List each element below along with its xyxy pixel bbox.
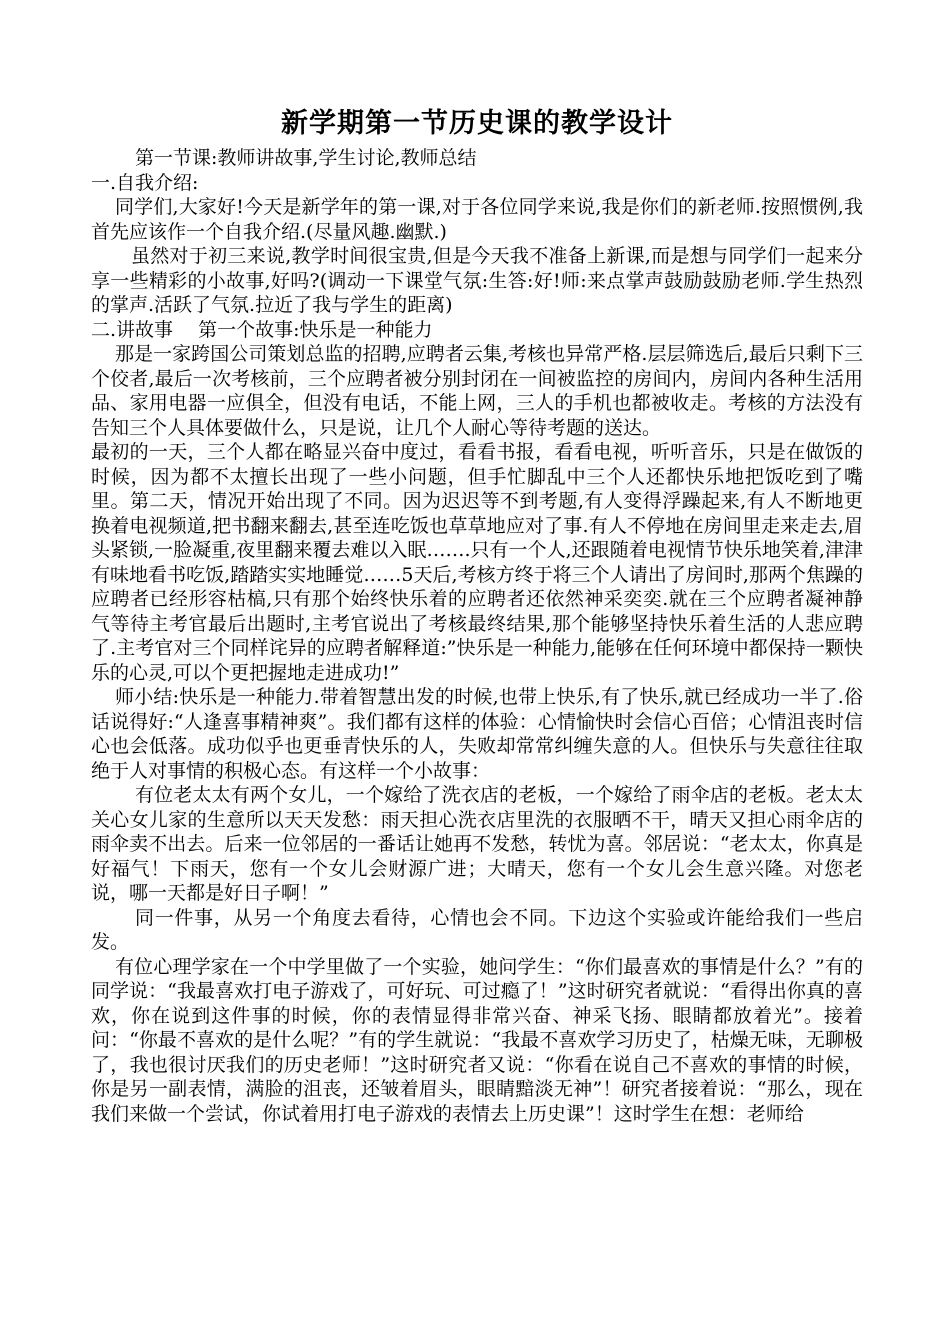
section-heading-stories: 二.讲故事 第一个故事:快乐是一种能力: [91, 318, 433, 341]
section-heading-self-intro: 一.自我介绍:: [91, 171, 199, 194]
paragraph-old-lady-story: 有位老太太有两个女儿，一个嫁给了洗衣店的老板，一个嫁给了雨伞店的老板。老太太关心女儿家的生意所以天天发愁：雨天担心洗衣店里洗的衣服晒不干，晴天又担心雨伞店的雨伞卖不出去。后来一位邻居的一番话让她再不发愁，转忧为喜。邻居说：“老太太，你真是好福气！下雨天，您有一个女儿会财源广进；大晴天，您有一个女儿会生意兴隆。对您老说，哪一天都是好日子啊！”: [91, 784, 863, 904]
paragraph-teacher-summary: 师小结:快乐是一种能力.带着智慧出发的时候,也带上快乐,有了快乐,就已经成功一半了.俗话说得好:“人逢喜事精神爽”。我们都有这样的体验：心情愉快时会信心百倍；心情沮丧时信心也会低落。成功似乎也更垂青快乐的人，失败却常常纠缠失意的人。但快乐与失意往往取绝于人对事情的积极心态。有这样一个小故事：: [91, 686, 863, 782]
paragraph-share-stories: 虽然对于初三来说,教学时间很宝贵,但是今天我不准备上新课,而是想与同学们一起来分享一些精彩的小故事,好吗?(调动一下课堂气氛:生答:好!师:来点掌声鼓励鼓励老师.学生热烈的掌声.活跃了气氛.拉近了我与学生的距离): [91, 245, 863, 316]
document-page: [91, 104, 863, 1126]
paragraph-story-recruitment: 那是一家跨国公司策划总监的招聘,应聘者云集,考核也异常严格.层层筛选后,最后只剩下三个佼者,最后一次考核前，三个应聘者被分别封闭在一间被监控的房间内，房间内各种生活用品、家用电器一应俱全，但没有电话，不能上网，三人的手机也都被收走。考核的方法没有告知三个人具体要做什么，只是说，让几个人耐心等待考题的送达。: [91, 343, 863, 439]
lesson-subtitle: 第一节课:教师讲故事,学生讨论,教师总结: [135, 147, 477, 169]
paragraph-another-angle: 同一件事，从另一个角度去看待，心情也会不同。下边这个实验或许能给我们一些启发。: [91, 906, 863, 953]
paragraph-psychology-experiment: 有位心理学家在一个中学里做了一个实验，她问学生：“你们最喜欢的事情是什么？”有的同学说：“我最喜欢打电子游戏了，可好玩、可过瘾了！”这时研究者就说：“看得出你真的喜欢，你在说到这件事的时候，你的表情显得非常兴奋、神采飞扬、眼睛都放着光”。接着问：“你最不喜欢的是什么呢？”有的学生就说：“我最不喜欢学习历史了，枯燥无味，无聊极了，我也很讨厌我们的历史老师！”这时研究者又说：“你看在说自己不喜欢的事情的时候，你是另一副表情，满脸的沮丧，还皱着眉头，眼睛黯淡无神”！研究者接着说：“那么，现在我们来做一个尝试，你试着用打电子游戏的表情去上历史课”！这时学生在想：老师给: [91, 955, 863, 1125]
paragraph-greeting: 同学们,大家好!今天是新学年的第一课,对于各位同学来说,我是你们的新老师.按照惯例,我首先应该作一个自我介绍.(尽量风趣.幽默.): [91, 196, 863, 243]
paragraph-story-five-days: 最初的一天，三个人都在略显兴奋中度过，看看书报，看看电视，听听音乐，只是在做饭的时候，因为都不太擅长出现了一些小问题，但手忙脚乱中三个人还都快乐地把饭吃到了嘴里。第二天，情况开始出现了不同。因为迟迟等不到考题,有人变得浮躁起来,有人不断地更换着电视频道,把书翻来翻去,甚至连吃饭也草草地应对了事.有人不停地在房间里走来走去,眉头紧锁,一脸凝重,夜里翻来覆去难以入眠…….只有一个人,还跟随着电视情节快乐地笑着,津津有味地看书吃饭,踏踏实实地睡觉……5天后,考核方终于将三个人请出了房间时,那两个焦躁的应聘者已经形容枯槁,只有那个始终快乐着的应聘者还依然神采奕奕.就在三个应聘者凝神静气等待主考官最后出题时,主考官说出了考核最终结果,那个能够坚持快乐着生活的人悲应聘了.主考官对三个同样诧异的应聘者解释道:”快乐是一种能力,能够在任何环境中都保持一颗快乐的心灵,可以个更把握地走进成功!”: [91, 441, 863, 684]
document-title: 新学期第一节历史课的教学设计: [281, 108, 673, 139]
